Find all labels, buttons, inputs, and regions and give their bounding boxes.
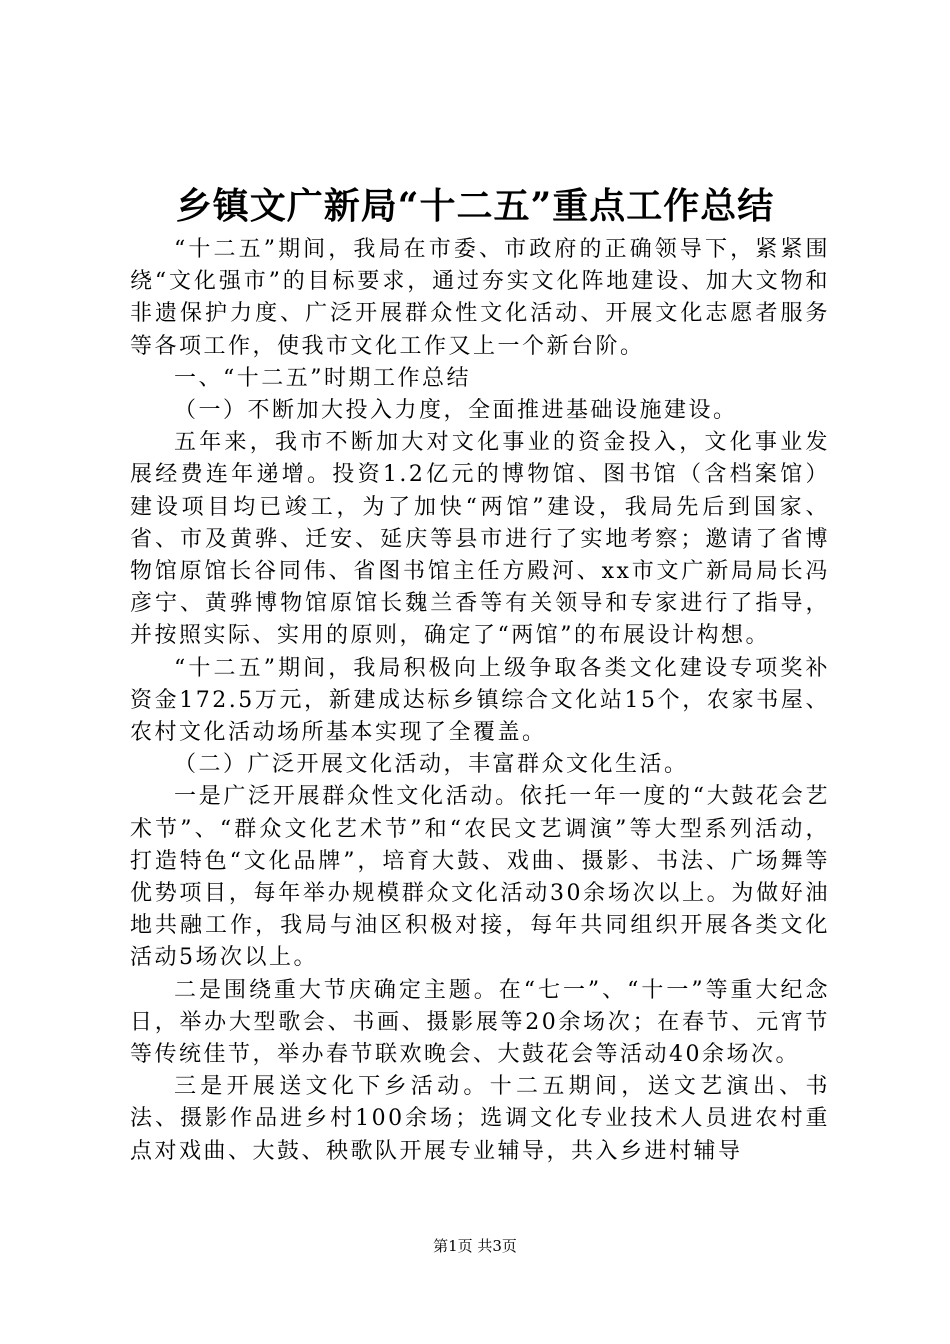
- paragraph-activities-1: 一是广泛开展群众性文化活动。依托一年一度的“大鼓花会艺术节”、“群众文化艺术节”和“农民文艺调演”等大型系列活动，打造特色“文化品牌”，培育大鼓、戏曲、摄影、书法、广场舞等优势项目，每年举办规模群众文化活动30余场次以上。为做好油地共融工作，我局与油区积极对接，每年共同组织开展各类文化活动5场次以上。: [130, 784, 830, 971]
- document-title: 乡镇文广新局“十二五”重点工作总结: [175, 185, 775, 227]
- page-footer: 第1页 共3页: [433, 1237, 517, 1255]
- document-body: [130, 234, 830, 1168]
- paragraph-investment: 五年来，我市不断加大对文化事业的资金投入，文化事业发展经费连年递增。投资1.2亿元的博物馆、图书馆（含档案馆）建设项目均已竣工，为了加快“两馆”建设，我局先后到国家、省、市及黄骅、迁安、延庆等县市进行了实地考察；邀请了省博物馆原馆长谷同伟、省图书馆主任方殿河、xx市文广新局局长冯彦宁、黄骅博物馆原馆长魏兰香等有关领导和专家进行了指导，并按照实际、实用的原则，确定了“两馆”的布展设计构想。: [130, 430, 830, 649]
- paragraph-funding: “十二五”期间，我局积极向上级争取各类文化建设专项奖补资金172.5万元，新建成达标乡镇综合文化站15个，农家书屋、农村文化活动场所基本实现了全覆盖。: [130, 655, 830, 746]
- paragraph-activities-2: 二是围绕重大节庆确定主题。在“七一”、“十一”等重大纪念日，举办大型歌会、书画、摄影展等20余场次；在春节、元宵节等传统佳节，举办春节联欢晚会、大鼓花会等活动40余场次。: [130, 977, 830, 1068]
- subsection-heading-1: （一）不断加大投入力度，全面推进基础设施建设。: [174, 398, 738, 424]
- paragraph-intro: “十二五”期间，我局在市委、市政府的正确领导下，紧紧围绕“文化强市”的目标要求，通过夯实文化阵地建设、加大文物和非遗保护力度、广泛开展群众性文化活动、开展文化志愿者服务等各项工作，使我市文化工作又上一个新台阶。: [130, 237, 830, 359]
- section-heading-1: 一、“十二五”时期工作总结: [174, 365, 471, 391]
- paragraph-activities-3: 三是开展送文化下乡活动。十二五期间，送文艺演出、书法、摄影作品进乡村100余场；选调文化专业技术人员进农村重点对戏曲、大鼓、秧歌队开展专业辅导，共入乡进村辅导: [130, 1074, 830, 1164]
- subsection-heading-2: （二）广泛开展文化活动，丰富群众文化生活。: [174, 752, 689, 778]
